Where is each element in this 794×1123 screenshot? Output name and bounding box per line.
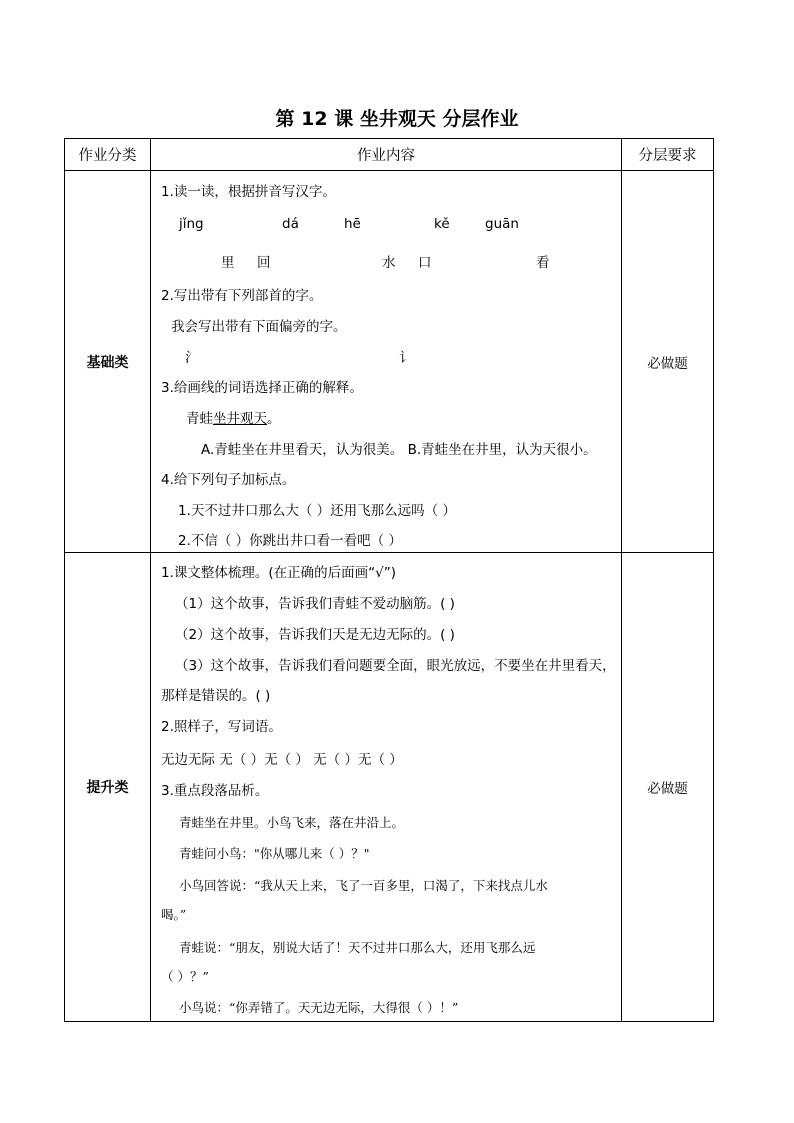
sentence-suffix: 。 [267, 411, 281, 427]
pinyin-2: dá [282, 216, 299, 232]
adv-q3: 3.重点段落品析。 [161, 783, 269, 799]
page-title: 第 12 课 坐井观天 分层作业 [275, 108, 519, 130]
table-row-basic [65, 171, 714, 553]
char-4: 口 [418, 255, 432, 271]
content-advanced [151, 553, 622, 1022]
passage-line-3a: 小鸟回答说：“我从天上来，飞了一百多里，口渴了，下来找点儿水 [179, 878, 548, 893]
adv-q1: 1.课文整体梳理。(在正确的后面画“√”) [161, 565, 397, 581]
sentence-underlined: 坐井观天 [213, 411, 267, 427]
category-advanced: 提升类 [65, 553, 151, 1022]
sentence-prefix: 青蛙 [186, 411, 213, 427]
passage-line-4b: （ ）？” [161, 969, 209, 984]
radical-2: 讠 [399, 350, 413, 366]
table-header-row [65, 139, 714, 171]
header-category: 作业分类 [65, 139, 151, 171]
char-1: 里 [221, 255, 235, 271]
adv-q1-c: （3）这个故事，告诉我们看问题要全面，眼光放远，不要坐在井里看天， [175, 658, 616, 674]
basic-q3: 3.给画线的词语选择正确的解释。 [161, 380, 363, 396]
pinyin-1: jǐng [179, 216, 204, 232]
table-row-advanced [65, 553, 714, 1022]
basic-q4-s1: 1.天不过井口那么大（ ）还用飞那么远吗（ ） [178, 503, 456, 519]
radical-1: 氵 [185, 350, 199, 366]
passage-line-2: 青蛙问小鸟："你从哪儿来（ ）？" [179, 846, 370, 861]
basic-q4-s2: 2.不信（ ）你跳出井口看一看吧（ ） [178, 533, 402, 549]
char-2: 回 [257, 255, 271, 271]
adv-q1-c2: 那样是错误的。( ) [161, 688, 271, 704]
homework-table [64, 138, 714, 1022]
basic-q3-options: A.青蛙坐在井里看天，认为很美。 B.青蛙坐在井里，认为天很小。 [201, 442, 597, 458]
adv-q1-b: （2）这个故事，告诉我们天是无边无际的。( ) [175, 627, 455, 643]
basic-q1: 1.读一读，根据拼音写汉字。 [161, 184, 336, 200]
header-requirement: 分层要求 [622, 139, 714, 171]
basic-q4: 4.给下列句子加标点。 [161, 472, 296, 488]
header-content: 作业内容 [151, 139, 622, 171]
passage-line-5: 小鸟说：“你弄错了。天无边无际，大得很（ ）！” [179, 1000, 459, 1015]
passage-line-4a: 青蛙说：“朋友，别说大话了！天不过井口那么大，还用飞那么远 [179, 940, 536, 955]
pinyin-4: kě [434, 216, 450, 232]
pinyin-3: hē [344, 216, 361, 232]
passage-line-1: 青蛙坐在井里。小鸟飞来，落在井沿上。 [179, 815, 405, 830]
passage-line-3b: 喝。” [161, 907, 187, 922]
content-basic [151, 171, 622, 553]
basic-q2-sub: 我会写出带有下面偏旁的字。 [171, 319, 347, 335]
requirement-advanced: 必做题 [622, 553, 714, 1022]
adv-q2: 2.照样子，写词语。 [161, 719, 282, 735]
char-5: 看 [536, 255, 550, 271]
adv-q2-example: 无边无际 无（ ）无（ ） 无（ ）无（ ） [161, 752, 403, 768]
adv-q1-a: （1）这个故事，告诉我们青蛙不爱动脑筋。( ) [175, 596, 455, 612]
basic-q3-sentence [186, 407, 281, 427]
char-3: 水 [382, 255, 396, 271]
basic-q2: 2.写出带有下列部首的字。 [161, 288, 323, 304]
requirement-basic: 必做题 [622, 171, 714, 553]
pinyin-5: guān [485, 216, 519, 232]
category-basic: 基础类 [65, 171, 151, 553]
